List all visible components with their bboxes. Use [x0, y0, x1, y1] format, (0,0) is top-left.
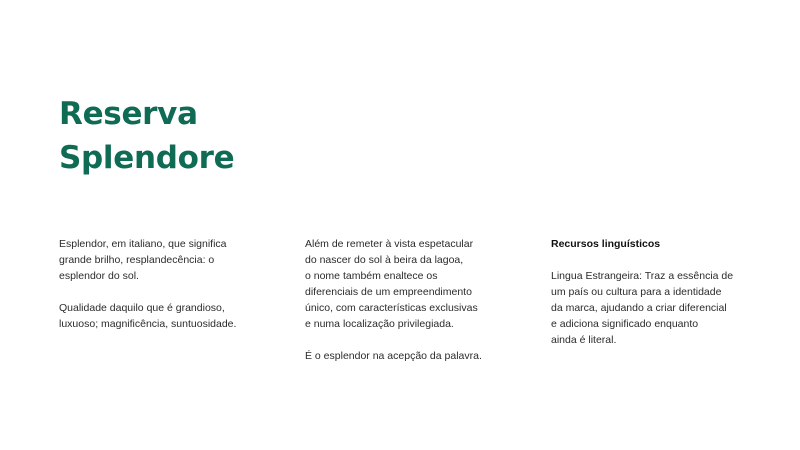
definition-paragraph-1: Esplendor, em italiano, que significa grande brilho, resplandecência: o esplendor do sol. [59, 238, 227, 282]
title-line-2: Splendore [59, 140, 235, 176]
linguistic-resources-paragraph: Lingua Estrangeira: Traz a essência de um país ou cultura para a identidade da marca, ajudando a criar diferencial e adiciona significado enquanto ainda é literal. [551, 270, 734, 346]
definition-column [59, 236, 259, 348]
title-line-1: Reserva [59, 96, 198, 132]
linguistic-resources-column [551, 236, 751, 364]
linguistic-resources-heading: Recursos linguísticos [551, 238, 661, 250]
concept-paragraph-2: É o esplendor na acepção da palavra. [305, 350, 482, 362]
concept-paragraph-1: Além de remeter à vista espetacular do nascer do sol à beira da lagoa, o nome também enaltece os diferenciais de um empreendimento único, com características exclusivas e numa localização privilegiada. [305, 238, 478, 330]
page-title [59, 92, 234, 180]
definition-paragraph-2: Qualidade daquilo que é grandioso, luxuoso; magnificência, suntuosidade. [59, 302, 237, 330]
concept-column [305, 236, 520, 380]
